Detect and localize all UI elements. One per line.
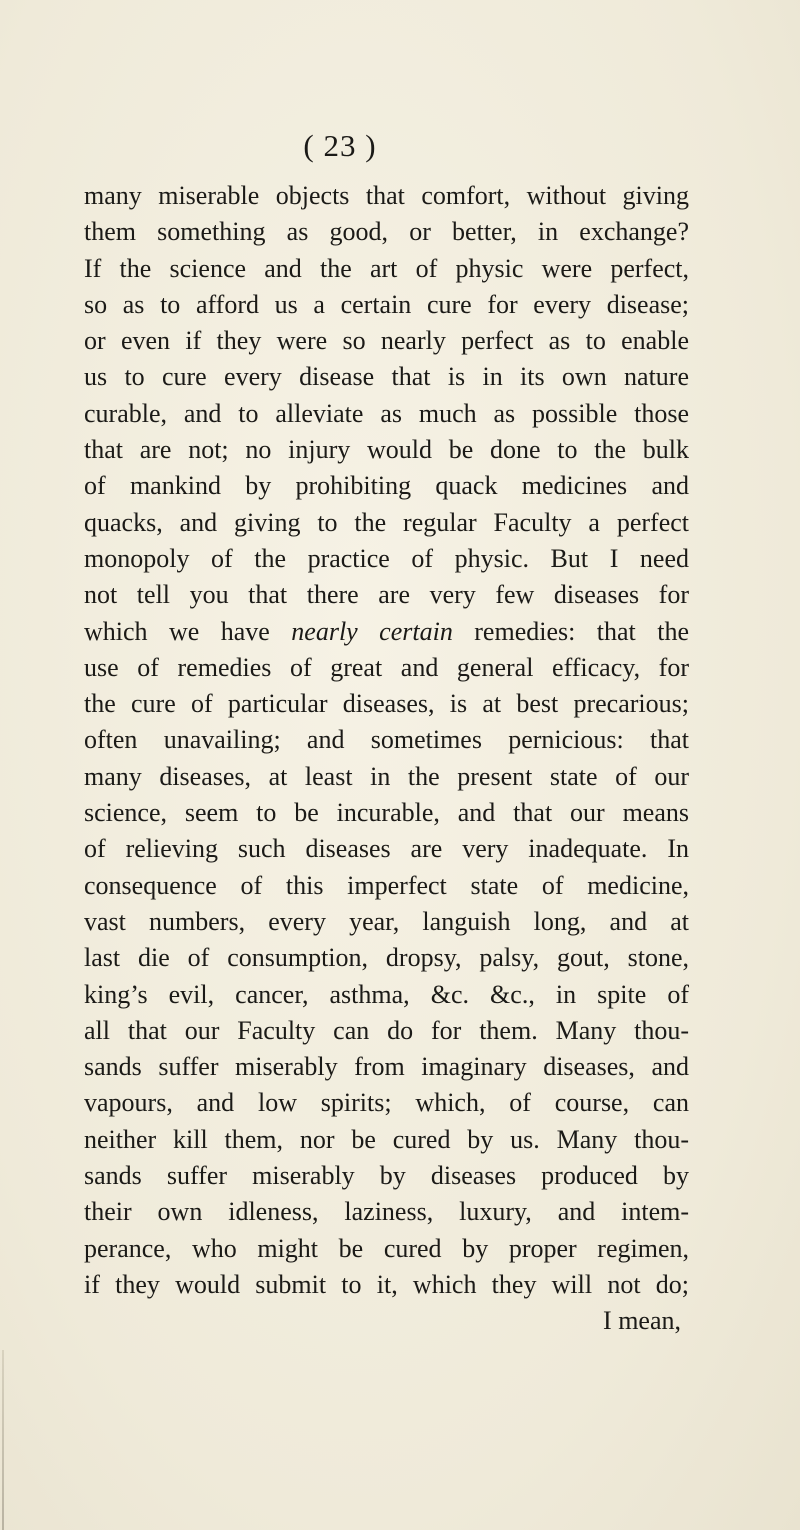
- text-line: king’s evil, cancer, asthma, &c. &c., in spite of: [84, 979, 689, 1009]
- text-line: so as to afford us a certain cure for every disease;: [84, 289, 689, 319]
- text-line: or even if they were so nearly perfect as to enable: [84, 326, 689, 356]
- text-line: if they would submit to it, which they will not do;: [84, 1269, 689, 1299]
- catchword-line: I mean,: [603, 1306, 681, 1336]
- text-line: vast numbers, every year, languish long, and at: [84, 906, 689, 936]
- text-line: perance, who might be cured by proper regimen,: [84, 1233, 689, 1263]
- text-line: us to cure every disease that is in its own nature: [84, 362, 689, 392]
- text-line: If the science and the art of physic were perfect,: [84, 253, 689, 283]
- body-text: [84, 178, 689, 1340]
- page-edge-shadow: [2, 1350, 4, 1530]
- text-line: that are not; no injury would be done to the bulk: [84, 435, 689, 465]
- text-line: not tell you that there are very few diseases for: [84, 580, 689, 610]
- text-line: their own idleness, laziness, luxury, and intem-: [84, 1197, 689, 1227]
- text-line: use of remedies of great and general efficacy, for: [84, 652, 689, 682]
- text-line: consequence of this imperfect state of medicine,: [84, 870, 689, 900]
- page-number: ( 23 ): [303, 128, 377, 163]
- text-line: sands suffer miserably by diseases produced by: [84, 1161, 689, 1191]
- italic-phrase: nearly certain: [291, 616, 453, 646]
- text-segment: remedies: that the: [452, 616, 689, 646]
- text-line: them something as good, or better, in exchange?: [84, 217, 689, 247]
- text-segment: which we have: [84, 616, 292, 646]
- text-line: last die of consumption, dropsy, palsy, gout, stone,: [84, 943, 689, 973]
- text-line: many miserable objects that comfort, without giving: [84, 181, 689, 210]
- text-line: the cure of particular diseases, is at best precarious;: [84, 689, 689, 719]
- text-line: neither kill them, nor be cured by us. Many thou-: [84, 1124, 689, 1154]
- text-line: often unavailing; and sometimes pernicious: that: [84, 725, 689, 755]
- text-line: vapours, and low spirits; which, of course, can: [84, 1088, 689, 1118]
- text-line: of mankind by prohibiting quack medicines and: [84, 471, 689, 501]
- text-line: sands suffer miserably from imaginary diseases, and: [84, 1052, 689, 1082]
- text-line-with-italic: [84, 614, 689, 650]
- text-line: of relieving such diseases are very inadequate. In: [84, 834, 689, 864]
- text-line: quacks, and giving to the regular Faculty a perfect: [84, 507, 689, 537]
- text-line: many diseases, at least in the present state of our: [84, 761, 689, 791]
- text-line: curable, and to alleviate as much as possible those: [84, 398, 689, 428]
- text-line: science, seem to be incurable, and that our means: [84, 798, 689, 828]
- text-line: monopoly of the practice of physic. But I need: [84, 543, 689, 573]
- text-line: all that our Faculty can do for them. Many thou-: [84, 1015, 689, 1045]
